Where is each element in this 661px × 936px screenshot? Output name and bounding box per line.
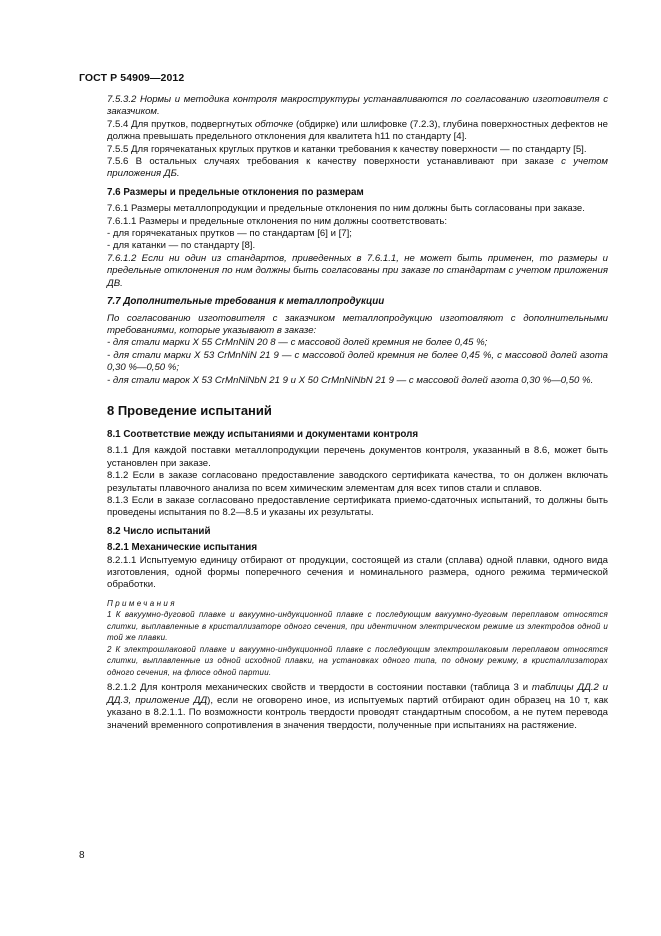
paragraph-7-5-4: 7.5.4 Для прутков, подвергнутых обточке (обдирке) или шлифовке (7.2.3), глубина поверхностных дефектов не должна превышать предельного отклонения для квалитета h11 по стандарту [4]. (107, 118, 608, 143)
paragraph-7-5-3-2: 7.5.3.2 Нормы и методика контроля макроструктуры устанавливаются по согласованию изготовителя с заказчиком. (107, 94, 608, 118)
list-item: - для катанки — по стандарту [8]. (107, 240, 256, 252)
section-heading-8-2: 8.2 Число испытаний (107, 525, 211, 537)
paragraph-8-2-1-2: 8.2.1.2 Для контроля механических свойств и твердости в состоянии поставки (таблица 3 и таблицы ДД.2 и ДД.3, приложение ДД), если не оговорено иное, из испытуемых партий отбирают один образец на 10 т, как указано в 8.2.1.1. По возможности контроль твердости проводят стандартным способом, а не путем перевода значений временного сопротивления в значения твердости, полученные при испытаниях на растяжение. (107, 682, 608, 731)
list-item: - для стали марок Х 53 CrMnNiNbN 21 9 и Х 50 CrMnNiNbN 21 9 — с массовой долей азота 0,30 %—0,50 %. (107, 374, 594, 386)
document-header: ГОСТ Р 54909—2012 (79, 72, 185, 84)
list-item: - для горячекатаных прутков — по стандартам [6] и [7]; (107, 228, 352, 240)
section-heading-8-1: 8.1 Соответствие между испытаниями и документами контроля (107, 428, 419, 440)
paragraph-7-5-6: 7.5.6 В остальных случаях требования к качеству поверхности устанавливают при заказе с учетом приложения ДБ. (107, 156, 609, 180)
paragraph-8-1-3: 8.1.3 Если в заказе согласовано предоставление сертификата приемо-сдаточных испытаний, то должны быть проведены испытания по 8.2—8.5 и указаны их результаты. (107, 494, 608, 519)
note-1: 1 К вакуумно-дуговой плавке и вакуумно-индукционной плавке с последующим вакуумно-дуговым переплавом относятся слитки, выплавленные в кристаллизаторе одного сечения, при идентичном электрическом режиме из электродов одной и той же плавки. (107, 610, 608, 643)
list-item: - для стали марки Х 53 CrMnNiN 21 9 — с массовой долей кремния не более 0,45 %, с массовой долей азота 0,30 %—0,50 %; (107, 349, 608, 374)
page-number: 8 (79, 850, 85, 861)
section-heading-7-7: 7.7 Дополнительные требования к металлопродукции (107, 296, 385, 308)
note-2: 2 К электрошлаковой плавке и вакуумно-индукционной плавке с последующим электрошлаковым переплавом относятся слитки, выплавленные из одной исходной плавки, на установках одного типа, по одному режиму, в кристаллизаторах одного сечения, на флюсе одной партии. (107, 644, 608, 677)
paragraph-7-5-5: 7.5.5 Для горячекатаных круглых прутков и катанки требования к качеству поверхности — по стандарту [5]. (107, 143, 587, 155)
section-heading-7-6: 7.6 Размеры и предельные отклонения по размерам (107, 186, 364, 198)
paragraph-7-6-1-1: 7.6.1.1 Размеры и предельные отклонения по ним должны соответствовать: (107, 215, 448, 227)
notes-title: Примечания (107, 598, 177, 608)
list-item: - для стали марки Х 55 CrMnNiN 20 8 — с массовой долей кремния не более 0,45 %; (107, 337, 488, 349)
document-body (107, 94, 608, 732)
paragraph-7-6-1: 7.6.1 Размеры металлопродукции и предельные отклонения по ним должны быть согласованы при заказе. (107, 203, 585, 215)
paragraph-8-1-2: 8.1.2 Если в заказе согласовано предоставление заводского сертификата качества, то он должен включать результаты плавочного анализа по всем химическим элементам для всех типов стали и сплавов. (107, 470, 608, 494)
paragraph-8-1-1: 8.1.1 Для каждой поставки металлопродукции перечень документов контроля, указанный в 8.6, может быть установлен при заказе. (107, 445, 608, 469)
section-heading-8-2-1: 8.2.1 Механические испытания (107, 542, 258, 554)
paragraph-8-2-1-1: 8.2.1.1 Испытуемую единицу отбирают от продукции, состоящей из стали (сплава) одной плавки, одного вида изготовления, одной формы поперечного сечения и номинального размера, одного режима термической обработки. (107, 554, 608, 591)
paragraph-7-7-intro: По согласованию изготовителя с заказчиком металлопродукцию изготовляют с дополнительными требованиями, которые указывают в заказе: (107, 312, 608, 336)
paragraph-7-6-1-2: 7.6.1.2 Если ни один из стандартов, приведенных в 7.6.1.1, не может быть применен, то размеры и предельные отклонения по ним должны быть согласованы при заказе по стандартам с учетом приложения ДВ. (107, 252, 608, 289)
chapter-heading-8: 8 Проведение испытаний (107, 402, 272, 418)
